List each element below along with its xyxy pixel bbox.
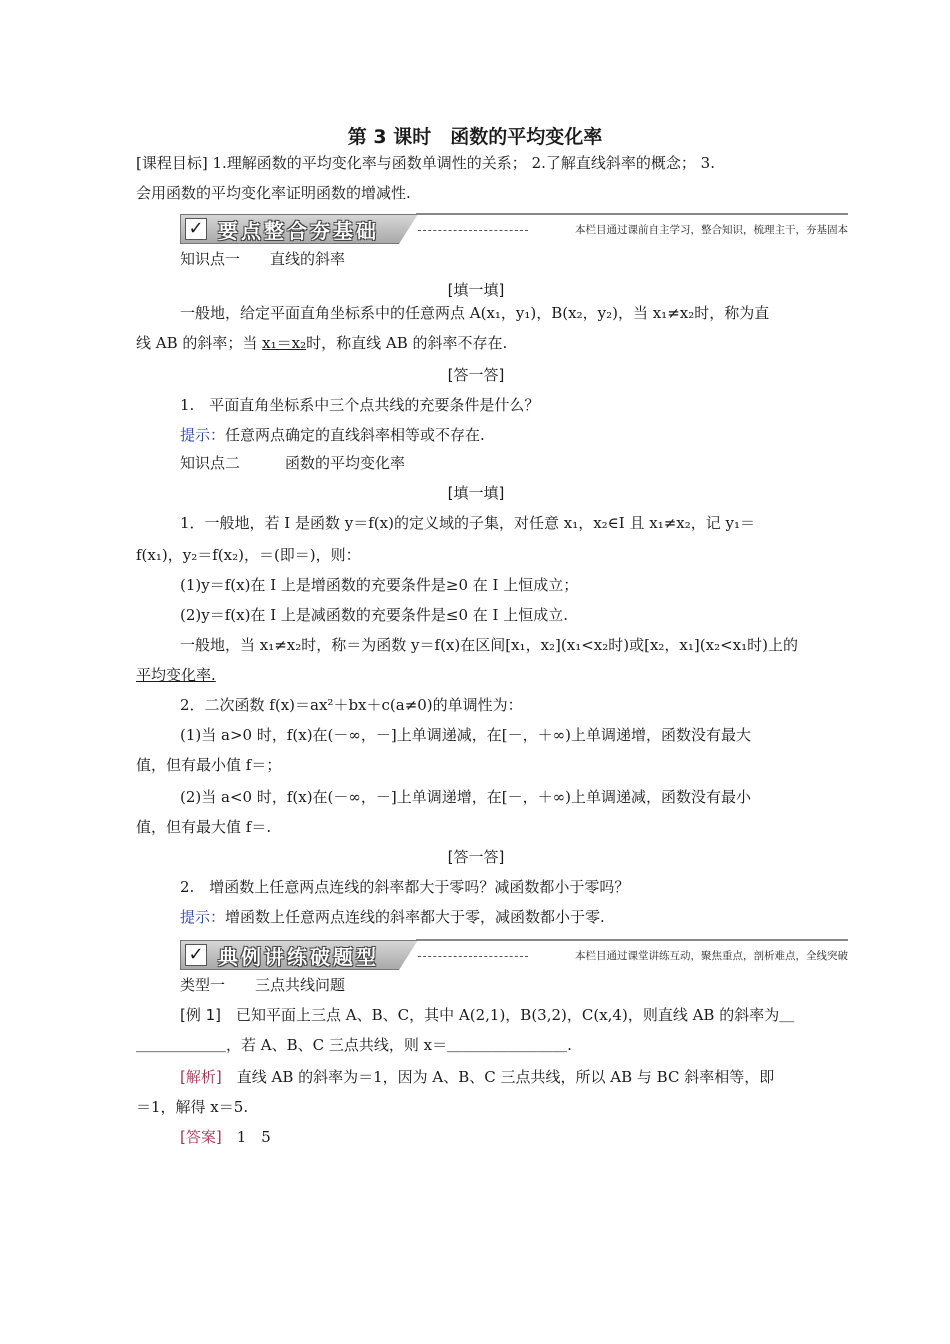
- text-run: 时，称直线 AB 的斜率不存在.: [306, 334, 508, 352]
- fill-label: [填一填]: [447, 281, 505, 299]
- kp2-text-line9: 值，但有最小值 f＝；: [136, 756, 282, 774]
- hint-label: 提示：: [180, 426, 226, 444]
- divider: [416, 939, 848, 941]
- banner-label: 典例讲练破题型: [218, 945, 379, 969]
- underlined-answer: x₁＝x₂: [262, 334, 307, 352]
- example-1-line2: ＿＿＿＿＿＿，若 A、B、C 三点共线，则 x＝＿＿＿＿＿＿＿＿.: [136, 1036, 572, 1054]
- analysis-tag: [解析]: [180, 1068, 222, 1086]
- example-1-line1: [180, 1004, 860, 1026]
- course-goal-line2: 会用函数的平均变化率证明函数的增减性.: [136, 184, 411, 202]
- answer-value: 1 5: [221, 1128, 271, 1146]
- divider: [418, 956, 528, 957]
- kp2-text-line4: (2)y＝f(x)在 I 上是减函数的充要条件是≤0 在 I 上恒成立.: [180, 606, 569, 624]
- question-1: 1. 平面直角坐标系中三个点共线的充要条件是什么？: [180, 396, 540, 414]
- fill-label: [填一填]: [447, 484, 505, 502]
- section-banner-basics: [180, 212, 850, 246]
- page-title: 第 3 课时 函数的平均变化率: [347, 126, 603, 148]
- answer-label: [答一答]: [447, 366, 505, 384]
- kp2-text-line8: (1)当 a>0 时，f(x)在(－∞，－]上单调递减，在[－，＋∞)上单调递增，函数没有最大: [180, 726, 751, 744]
- kp2-text-line6: 平均变化率.: [136, 666, 216, 684]
- kp2-text-line5: 一般地，当 x₁≠x₂时，称＝为函数 y＝f(x)在区间[x₁，x₂](x₁<x₂时)或[x₂，x₁](x₂<x₁时)上的: [180, 636, 798, 654]
- kp2-text-line10: (2)当 a<0 时，f(x)在(－∞，－]上单调递增，在[－，＋∞)上单调递减，函数没有最小: [180, 788, 751, 806]
- kp1-text-line1: 一般地，给定平面直角坐标系中的任意两点 A(x₁，y₁)，B(x₂，y₂)，当 x₁≠x₂时，称为直: [180, 304, 770, 322]
- banner-note: 本栏目通过课前自主学习，整合知识，梳理主干，夯基固本: [575, 224, 848, 236]
- section-banner-examples: [180, 938, 850, 972]
- kp2-text-line7: 2．二次函数 f(x)＝ax²＋bx＋c(a≠0)的单调性为：: [180, 696, 523, 714]
- hint-text: 任意两点确定的直线斜率相等或不存在.: [225, 426, 485, 444]
- analysis-text: 直线 AB 的斜率为＝1，因为 A、B、C 三点共线，所以 AB 与 BC 斜率相等，即: [221, 1068, 775, 1086]
- analysis-line2: ＝1，解得 x＝5.: [136, 1098, 249, 1116]
- type-1-title: 类型一 三点共线问题: [180, 976, 346, 994]
- answer-tag: [答案]: [180, 1128, 222, 1146]
- divider: [418, 230, 528, 231]
- kp2-text-line11: 值，但有最大值 f＝.: [136, 818, 272, 836]
- answer-line: [180, 1126, 860, 1148]
- hint-text: 增函数上任意两点连线的斜率都大于零，减函数都小于零.: [225, 908, 605, 926]
- knowledge-point-2-title: 知识点二 函数的平均变化率: [180, 454, 406, 472]
- analysis-line1: [180, 1066, 860, 1088]
- kp2-text-line2: f(x₁)，y₂＝f(x₂)，＝(即＝)，则：: [136, 546, 361, 564]
- hint-label: 提示：: [180, 908, 226, 926]
- course-goal: [136, 152, 816, 174]
- course-goal-tag: [课程目标]: [136, 154, 208, 172]
- text-run: 线 AB 的斜率；当: [136, 334, 263, 352]
- banner-label: 要点整合夯基础: [218, 219, 379, 243]
- divider: [416, 213, 848, 215]
- example-text: 已知平面上三点 A、B、C，其中 A(2,1)，B(3,2)，C(x,4)，则直线 AB 的斜率为＿: [221, 1006, 795, 1024]
- course-goal-line1: 1.理解函数的平均变化率与函数单调性的关系； 2.了解直线斜率的概念； 3.: [207, 154, 715, 172]
- banner-note: 本栏目通过课堂讲练互动，聚焦重点，剖析难点，全线突破: [575, 950, 848, 962]
- hint-2: [180, 906, 860, 928]
- example-tag: [例 1]: [180, 1006, 222, 1024]
- knowledge-point-1-title: 知识点一 直线的斜率: [180, 250, 346, 268]
- question-2: 2. 增函数上任意两点连线的斜率都大于零吗？减函数都小于零吗？: [180, 878, 630, 896]
- kp2-text-line1: 1．一般地，若 I 是函数 y＝f(x)的定义域的子集，对任意 x₁，x₂∈I 且 x₁≠x₂，记 y₁＝: [180, 514, 756, 532]
- kp2-text-line3: (1)y＝f(x)在 I 上是增函数的充要条件是≥0 在 I 上恒成立；: [180, 576, 579, 594]
- hint-1: [180, 424, 860, 446]
- answer-label: [答一答]: [447, 848, 505, 866]
- checkmark-icon: ✓: [185, 944, 207, 966]
- kp1-text-line2: [136, 332, 816, 354]
- checkmark-icon: ✓: [185, 218, 207, 240]
